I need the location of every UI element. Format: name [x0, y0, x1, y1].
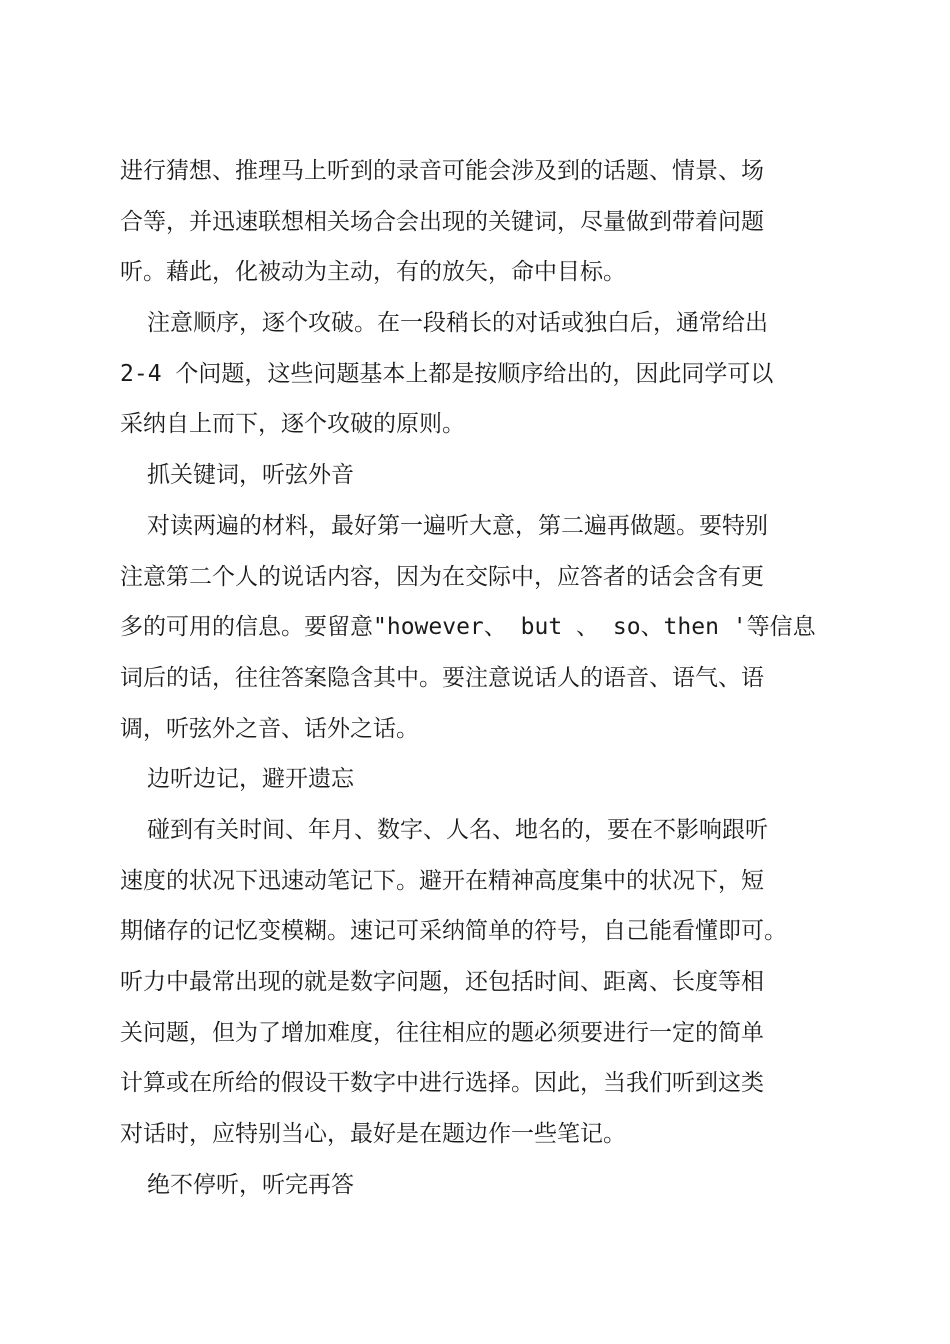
- text-line: 期储存的记忆变模糊。速记可采纳简单的符号，自己能看懂即可。: [120, 918, 787, 945]
- text-line: 注意顺序，逐个攻破。在一段稍长的对话或独白后，通常给出: [147, 310, 768, 337]
- text-line: 碰到有关时间、年月、数字、人名、地名的，要在不影响跟听: [147, 816, 768, 843]
- section-heading: 边听边记，避开遗忘: [147, 766, 354, 793]
- text-line: 对话时，应特别当心，最好是在题边作一些笔记。: [120, 1121, 626, 1148]
- text-line: 听。藉此，化被动为主动，有的放矢，命中目标。: [120, 259, 626, 286]
- text-line: 2-4 个问题，这些问题基本上都是按顺序给出的，因此同学可以: [120, 360, 774, 387]
- text-line: 计算或在所给的假设干数字中进行选择。因此，当我们听到这类: [120, 1070, 764, 1097]
- text-line: 注意第二个人的说话内容，因为在交际中，应答者的话会含有更: [120, 563, 764, 590]
- text-line: 关问题，但为了增加难度，往往相应的题必须要进行一定的简单: [120, 1019, 764, 1046]
- text-line: 对读两遍的材料，最好第一遍听大意，第二遍再做题。要特别: [147, 512, 768, 539]
- text-line: 合等，并迅速联想相关场合会出现的关键词，尽量做到带着问题: [120, 208, 764, 235]
- text-line: 调，听弦外之音、话外之话。: [120, 715, 419, 742]
- text-line: 速度的状况下迅速动笔记下。避开在精神高度集中的状况下，短: [120, 867, 764, 894]
- text-line: 采纳自上而下，逐个攻破的原则。: [120, 411, 465, 438]
- text-line: 多的可用的信息。要留意"however、 but 、 so、then '等信息: [120, 614, 816, 641]
- section-heading: 抓关键词，听弦外音: [147, 462, 354, 489]
- document-body: [120, 146, 850, 1210]
- section-heading: 绝不停听，听完再答: [147, 1171, 354, 1198]
- text-line: 词后的话，往往答案隐含其中。要注意说话人的语音、语气、语: [120, 664, 764, 691]
- text-line: 听力中最常出现的就是数字问题，还包括时间、距离、长度等相: [120, 969, 764, 995]
- text-line: 进行猜想、推理马上听到的录音可能会涉及到的话题、情景、场: [120, 158, 764, 184]
